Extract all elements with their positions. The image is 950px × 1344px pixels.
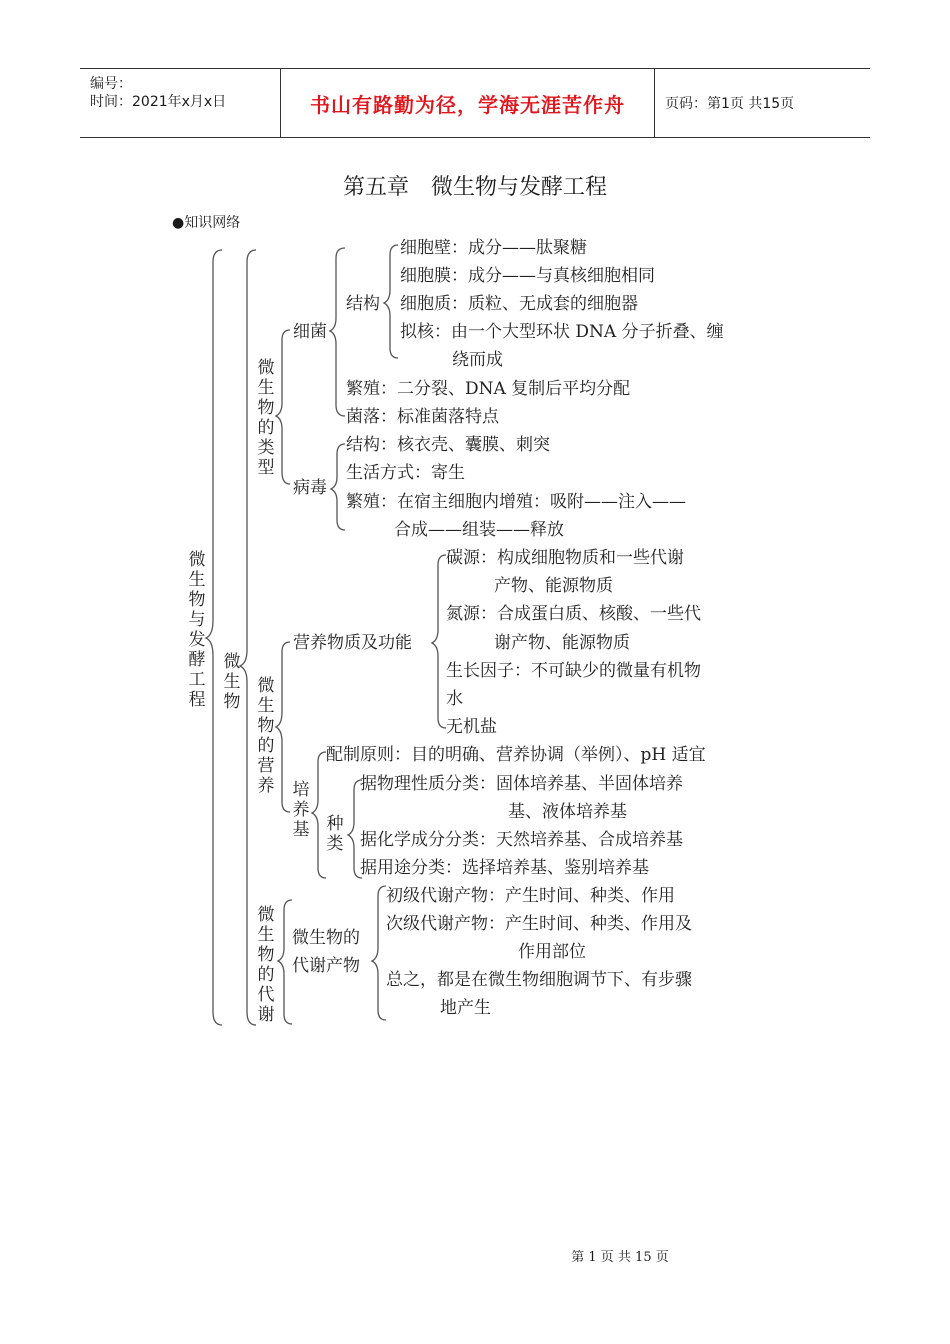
types-label: 微 生 物 的 类 型 (257, 358, 275, 478)
colony: 菌落：标准菌落特点 (346, 407, 499, 427)
structure-label: 结构 (346, 294, 380, 314)
primary: 初级代谢产物：产生时间、种类、作用 (386, 886, 675, 906)
nutrients-label: 营养物质及功能 (293, 633, 412, 653)
nitrogen-2: 谢产物、能源物质 (494, 633, 630, 653)
cell-membrane: 细胞膜：成分——与真核细胞相同 (400, 266, 655, 286)
water: 水 (446, 689, 463, 709)
prep-principle: 配制原则：目的明确、营养协调（举例）、pH 适宜 (326, 745, 706, 765)
metabolism-label: 微 生 物 的 代 谢 (257, 905, 275, 1025)
medium-bracket (312, 752, 326, 878)
virus-label: 病毒 (293, 478, 327, 498)
secondary-1: 次级代谢产物：产生时间、种类、作用及 (386, 914, 692, 934)
motto: 书山有路勤为径，学海无涯苦作舟 (310, 92, 625, 117)
secondary-2: 作用部位 (518, 942, 586, 962)
physical-1: 据物理性质分类：固体培养基、半固体培养 (360, 774, 683, 794)
usage: 据用途分类：选择培养基、鉴别培养基 (360, 858, 649, 878)
level1-bracket (240, 250, 256, 1025)
virus-repro-2: 合成——组装——释放 (394, 520, 564, 540)
chemical: 据化学成分分类：天然培养基、合成培养基 (360, 830, 683, 850)
summary-1: 总之，都是在微生物细胞调节下、有步骤 (386, 970, 692, 990)
kinds-label: 种 类 (326, 814, 344, 854)
bacteria-label: 细菌 (293, 322, 327, 342)
number-label: 编号： (90, 76, 132, 92)
nitrogen-1: 氮源：合成蛋白质、核酸、一些代 (446, 604, 701, 624)
structure-bracket (384, 245, 398, 358)
nutrition-label: 微 生 物 的 营 养 (257, 676, 275, 796)
virus-life: 生活方式：寄生 (346, 463, 465, 483)
metabolism-bracket (278, 900, 292, 1024)
page-title: 第五章 微生物与发酵工程 (342, 175, 607, 200)
time-label: 时间：2021年x月x日 (90, 94, 227, 110)
cell-wall: 细胞壁：成分——肽聚糖 (400, 238, 587, 258)
products-bracket (372, 886, 386, 1020)
nucleoid-2: 绕而成 (452, 350, 503, 370)
salt: 无机盐 (446, 717, 497, 737)
cytoplasm: 细胞质：质粒、无成套的细胞器 (400, 294, 638, 314)
types-bracket (276, 330, 290, 484)
virus-repro-1: 繁殖：在宿主细胞内增殖：吸附——注入—— (346, 492, 686, 512)
section-label: ●知识网络 (172, 215, 241, 231)
nutrients-bracket (432, 555, 446, 728)
summary-2: 地产生 (440, 998, 491, 1018)
level1-label: 微 生 物 (223, 652, 241, 712)
bacteria-bracket (330, 248, 345, 416)
root-label: 微 生 物 与 发 酵 工 程 (188, 550, 206, 710)
bacteria-repro: 繁殖：二分裂、DNA 复制后平均分配 (346, 379, 631, 399)
growth-factor: 生长因子：不可缺少的微量有机物 (446, 661, 701, 681)
products-line-2: 代谢产物 (292, 956, 360, 976)
virus-bracket (331, 444, 345, 530)
page-info: 页码：第1页 共15页 (665, 96, 795, 112)
nutrition-bracket (276, 642, 290, 812)
carbon-1: 碳源：构成细胞物质和一些代谢 (446, 548, 684, 568)
physical-2: 基、液体培养基 (508, 802, 627, 822)
products-line-1: 微生物的 (292, 928, 360, 948)
nucleoid-1: 拟核：由一个大型环状 DNA 分子折叠、缠 (400, 322, 724, 342)
virus-structure: 结构：核衣壳、囊膜、刺突 (346, 435, 550, 455)
page-footer: 第 1 页 共 15 页 (571, 1250, 669, 1265)
root-bracket (206, 250, 222, 1025)
carbon-2: 产物、能源物质 (494, 576, 613, 596)
medium-label: 培 养 基 (292, 780, 310, 840)
